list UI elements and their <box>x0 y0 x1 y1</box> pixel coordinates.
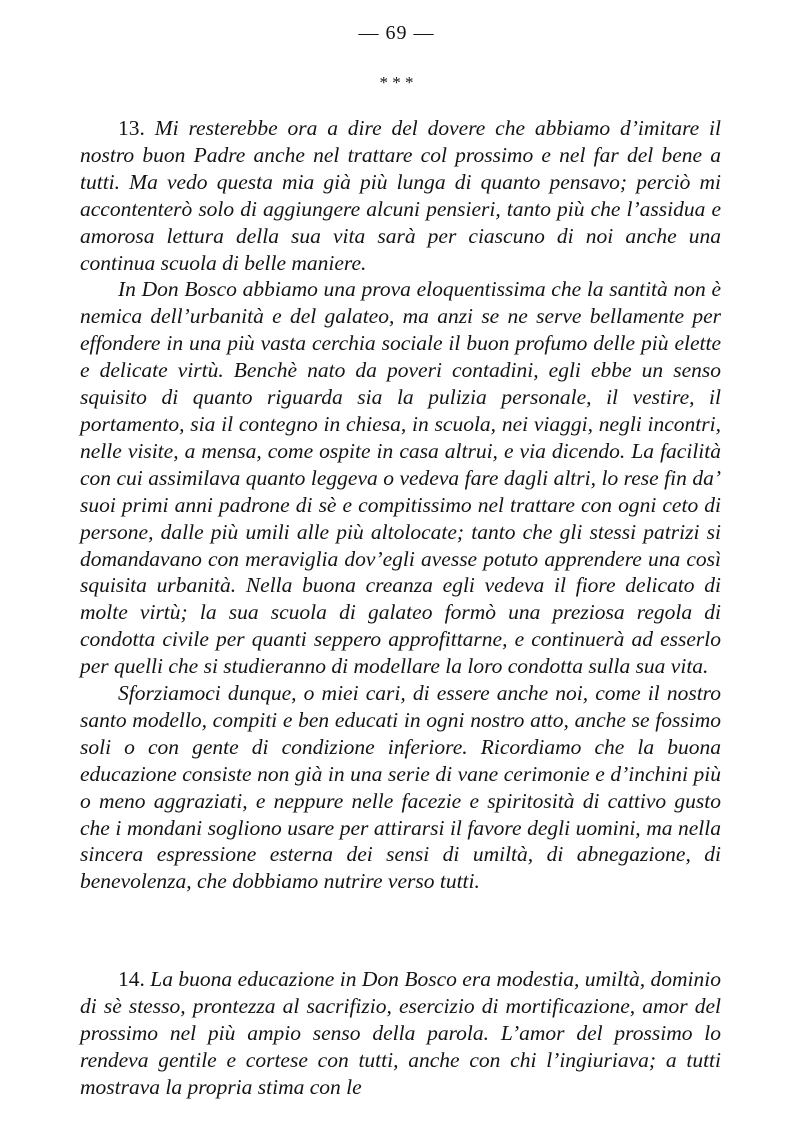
paragraph: In Don Bosco abbiamo una prova eloquentissima che la santità non è nemica dell’urbanità e del galateo, ma anzi se ne serve bellamente per effondere in una più vasta cerchia sociale il buon profumo delle più elette e delicate virtù. Benchè nato da poveri contadini, egli ebbe un senso squisito di quanto riguarda sia la pulizia personale, il vestire, il portamento, sia il contegno in chiesa, in scuola, nei viaggi, negli incontri, nelle visite, a mensa, come ospite in casa altrui, e via dicendo. La facilità con cui assimilava quanto leggeva o vedeva fare dagli altri, lo rese fin da’ suoi primi anni padrone di sè e compitissimo nel trattare con ogni ceto di persone, dalle più umili alle più altolocate; tanto che gli stessi patrizi si domandavano con meraviglia dov’egli avesse potuto apprendere una così squisita urbanità. Nella buona creanza egli vedeva il fiore delicato di molte virtù; la sua scuola di galateo formò una preziosa regola di condotta civile per quanti seppero approfittarne, e continuerà ad esserlo per quelli che si studieranno di modellare la loro condotta sulla sua vita. <box>80 277 721 679</box>
paragraph: Sforziamoci dunque, o miei cari, di essere anche noi, come il nostro santo modello, compiti e ben educati in ogni nostro atto, anche se fossimo soli o con gente di condizione inferiore. Ricordiamo che la buona educazione consiste non già in una serie di vane cerimonie e d’inchini più o meno aggraziati, e neppure nelle facezie e spiritosità di cattivo gusto che i mondani sogliono usare per attirarsi il favore degli uomini, ma nella sincera espressione esterna dei sensi di umiltà, di abnegazione, di benevolenza, che dobbiamo nutrire verso tutti. <box>80 681 721 894</box>
section-number: 13. <box>118 116 145 140</box>
paragraph-text: Mi resterebbe ora a dire del dovere che abbiamo d’imitare il nostro buon Padre anche nel trattare col prossimo e nel far del bene a tutti. Ma vedo questa mia già più lunga di quanto pensavo; perciò mi accontenterò solo di aggiungere alcuni pensieri, tanto più che l’assidua e amorosa lettura della sua vita sarà per ciascuno di noi anche una continua scuola di belle maniere. <box>80 116 721 275</box>
paragraph <box>80 115 721 276</box>
section-separator-asterisks: * * * <box>379 73 414 92</box>
paragraph-text: La buona educazione in Don Bosco era modestia, umiltà, dominio di sè stesso, prontezza al sacrifizio, esercizio di mortificazione, amor del prossimo nel più ampio senso della parola. L’amor del prossimo lo rendeva gentile e cortese con tutti, anche con chi l’ingiuriava; a tutti mostrava la propria stima con le <box>80 967 721 1099</box>
section-13 <box>80 115 721 895</box>
section-14 <box>80 966 721 1101</box>
page-number: — 69 — <box>358 22 435 44</box>
section-number: 14. <box>118 967 145 991</box>
paragraph <box>80 966 721 1101</box>
